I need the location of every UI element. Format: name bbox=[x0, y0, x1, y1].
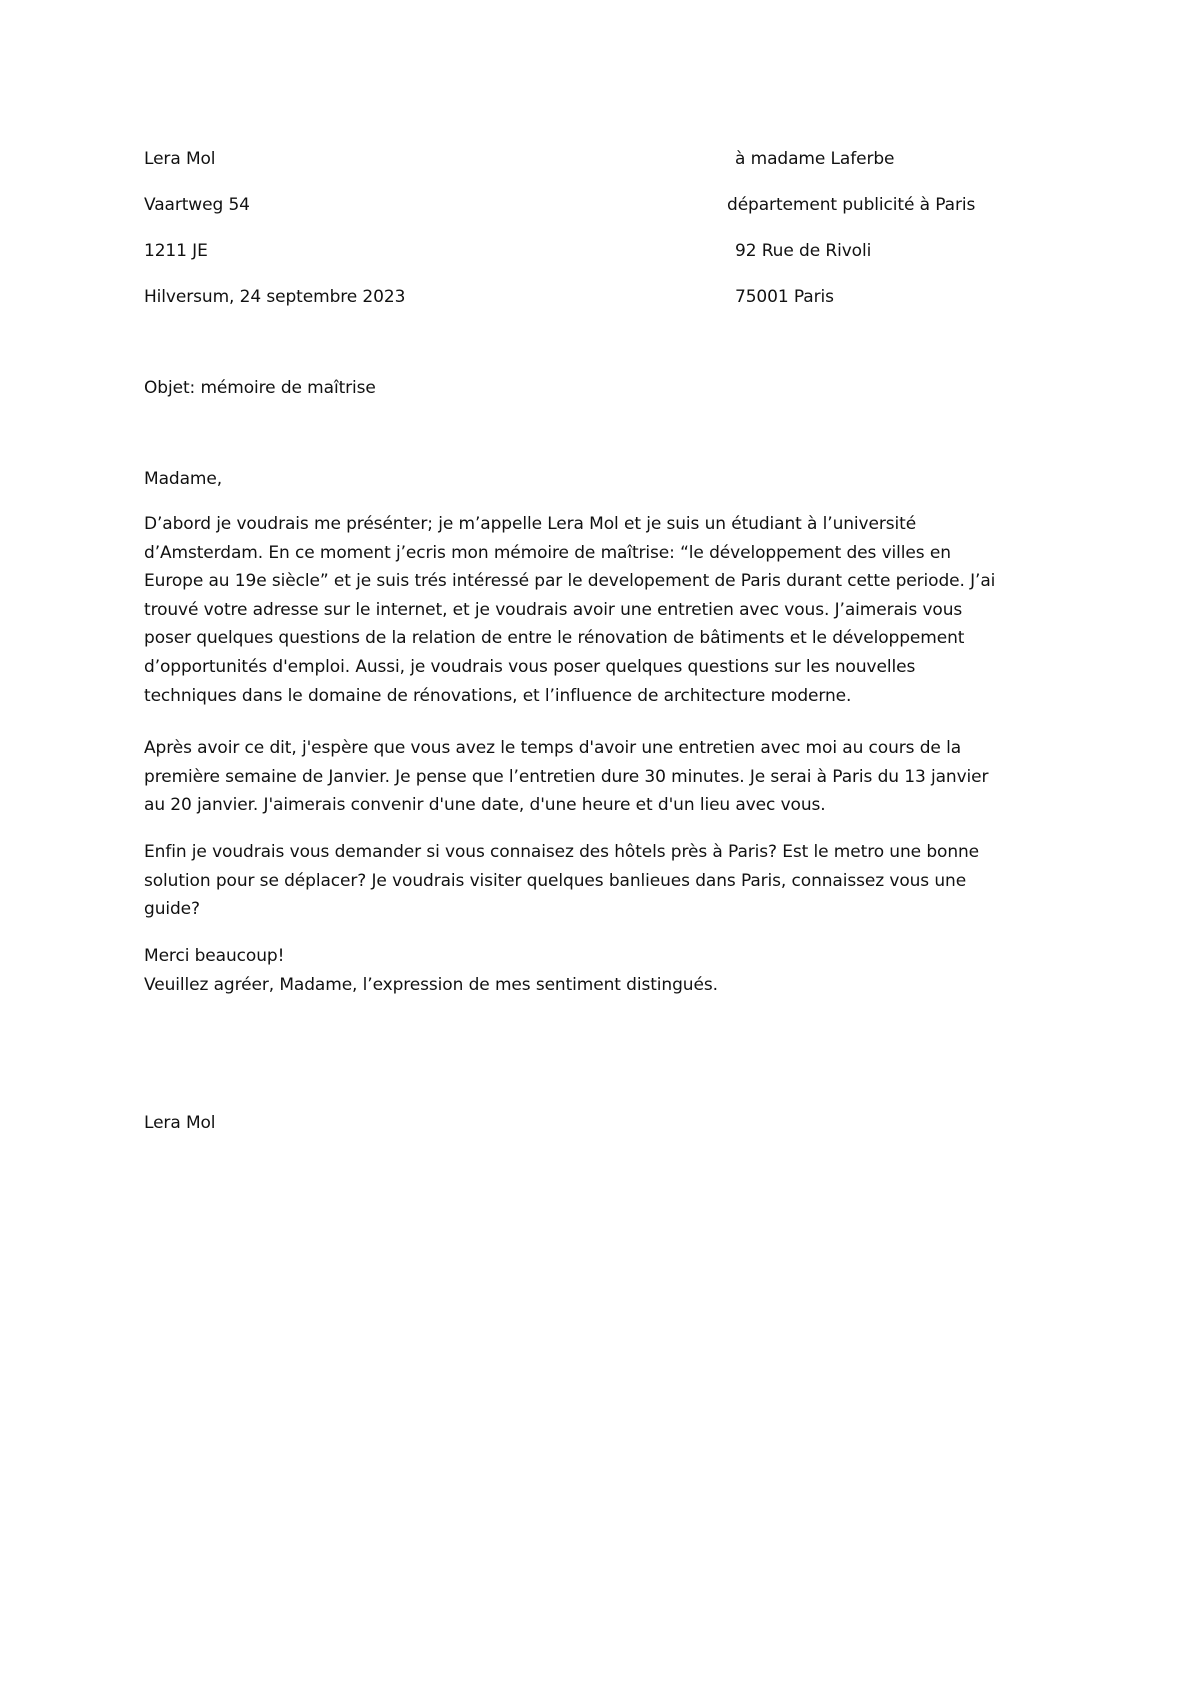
paragraph-line: d’Amsterdam. En ce moment j’ecris mon mémoire de maîtrise: “le développement des villes en bbox=[144, 542, 951, 563]
closing-thanks: Merci beaucoup! bbox=[144, 946, 285, 966]
recipient-name: à madame Laferbe bbox=[735, 149, 895, 169]
sender-name: Lera Mol bbox=[144, 149, 216, 169]
paragraph-line: Enfin je voudrais vous demander si vous connaisez des hôtels près à Paris? Est le metro une bonne bbox=[144, 842, 980, 862]
signature-name: Lera Mol bbox=[144, 1113, 216, 1133]
recipient-department: département publicité à Paris bbox=[727, 195, 976, 215]
sender-postcode: 1211 JE bbox=[144, 241, 208, 261]
paragraph-2 bbox=[144, 734, 1044, 820]
closing-block bbox=[144, 942, 1044, 999]
paragraph-line: Europe au 19e siècle” et je suis trés intéressé par le developement de Paris durant cette periode. J’ai bbox=[144, 571, 996, 592]
paragraph-line: solution pour se déplacer? Je voudrais visiter quelques banlieues dans Paris, connaissez vous une bbox=[144, 870, 967, 891]
recipient-street: 92 Rue de Rivoli bbox=[735, 241, 872, 261]
paragraph-1 bbox=[144, 510, 1044, 710]
paragraph-line: guide? bbox=[144, 899, 200, 920]
salutation: Madame, bbox=[144, 469, 223, 489]
sender-place-date: Hilversum, 24 septembre 2023 bbox=[144, 287, 406, 307]
paragraph-line: trouvé votre adresse sur le internet, et je voudrais avoir une entretien avec vous. J’aimerais vous bbox=[144, 599, 963, 620]
paragraph-line: D’abord je voudrais me présénter; je m’appelle Lera Mol et je suis un étudiant à l’université bbox=[144, 514, 917, 534]
closing-formula: Veuillez agréer, Madame, l’expression de mes sentiment distingués. bbox=[144, 974, 718, 995]
paragraph-line: poser quelques questions de la relation de entre le rénovation de bâtiments et le développement bbox=[144, 628, 965, 649]
paragraph-line: Après avoir ce dit, j'espère que vous avez le temps d'avoir une entretien avec moi au cours de la bbox=[144, 738, 962, 758]
paragraph-line: techniques dans le domaine de rénovations, et l’influence de architecture moderne. bbox=[144, 685, 852, 706]
subject-line: Objet: mémoire de maîtrise bbox=[144, 378, 376, 398]
paragraph-line: d’opportunités d'emploi. Aussi, je voudrais vous poser quelques questions sur les nouvelles bbox=[144, 656, 916, 677]
paragraph-line: au 20 janvier. J'aimerais convenir d'une date, d'une heure et d'un lieu avec vous. bbox=[144, 795, 826, 816]
recipient-city: 75001 Paris bbox=[735, 287, 834, 307]
paragraph-3 bbox=[144, 838, 1044, 924]
paragraph-line: première semaine de Janvier. Je pense que l’entretien dure 30 minutes. Je serai à Paris du 13 janvier bbox=[144, 766, 989, 787]
sender-street: Vaartweg 54 bbox=[144, 195, 250, 215]
